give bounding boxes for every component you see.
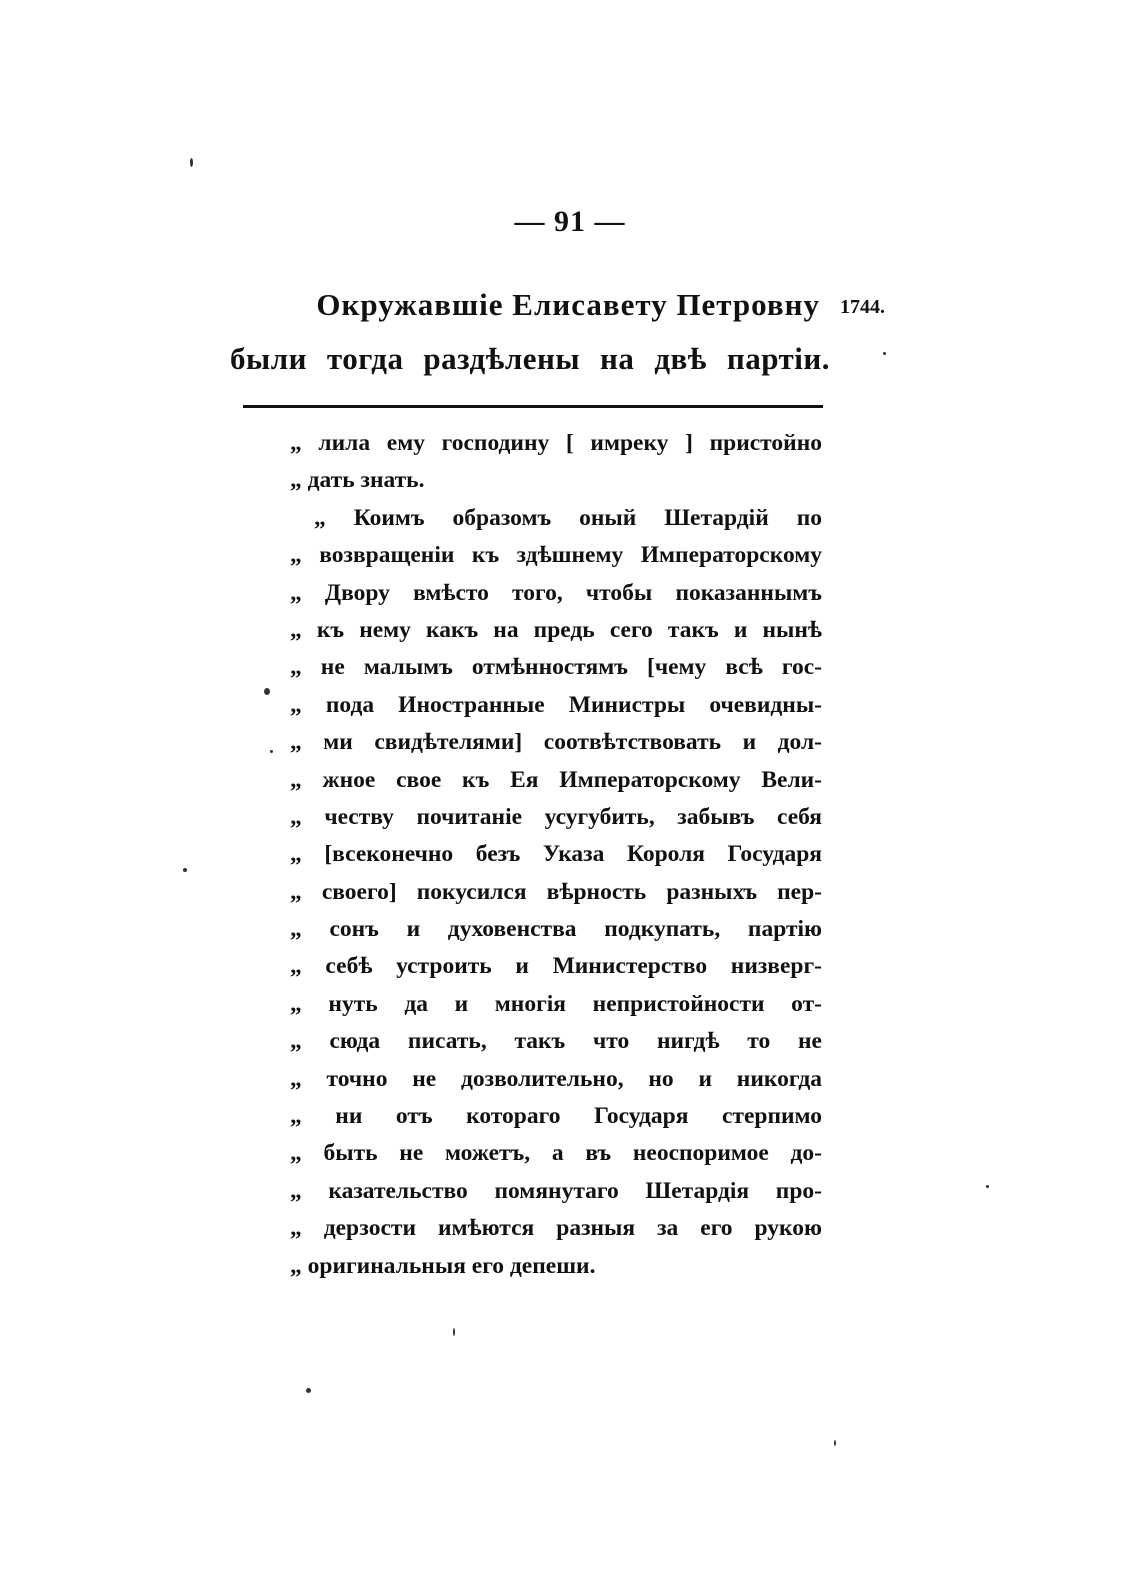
text-line: „ пода Иностранные Министры очевидны- [290,691,822,718]
scan-speck [264,688,270,695]
text-line: „ дерзости имѣются разныя за его рукою [290,1215,822,1242]
text-line: „ Коимъ образомъ оный Шетардій по [314,504,822,531]
text-line: „ жное свое къ Ея Императорскому Вели- [290,766,822,793]
scan-speck [834,1440,836,1446]
quoted-text-block [290,425,822,1285]
text-line: „ своего] покусился вѣрность разныхъ пер- [290,878,822,905]
text-line: „ сонъ и духовенства подкупать, партію [290,916,822,943]
scan-speck [190,158,193,167]
text-line: „ оригинальныя его депеши. [290,1252,596,1279]
text-line: „ возвращеніи къ здѣшнему Императорскому [290,542,822,569]
text-line: „ себѣ устроить и Министерство низверг- [290,953,822,980]
running-heading-line-1: Окружавшіе Елисавету Петровну [316,287,820,322]
running-heading-line-2: были тогда раздѣлены на двѣ партіи. [230,341,830,376]
margin-year: 1744. [840,296,885,318]
text-line: „ Двору вмѣсто того, чтобы показаннымъ [290,579,822,606]
text-line: „ казательство помянутаго Шетардія про- [290,1177,822,1204]
scan-speck [183,868,187,872]
text-line: „ честву почитаніе усугубить, забывъ себя [290,803,822,830]
scan-speck [306,1388,311,1393]
page-number: — 91 — [514,205,626,238]
text-line: „ быть не можетъ, а въ неоспоримое до- [290,1140,822,1167]
text-line: „ къ нему какъ на предь сего такъ и нынѣ [290,616,822,643]
text-line: „ нуть да и многія непристойности от- [290,990,822,1017]
text-line: „ сюда писать, такъ что нигдѣ то не [290,1028,822,1055]
text-line: „ лила ему господину [ имреку ] пристойно [290,430,822,456]
scan-speck [986,1185,989,1188]
scan-speck [883,352,886,355]
scan-speck [270,750,273,753]
scan-speck [453,1328,455,1336]
text-line: „ ми свидѣтелями] соотвѣтствовать и дол- [290,729,822,756]
text-line: „ не малымъ отмѣнностямъ [чему всѣ гос- [290,654,822,681]
text-line: „ ни отъ котораго Государя стерпимо [290,1103,822,1130]
text-line: „ точно не дозволительно, но и никогда [290,1065,822,1092]
text-line: „ [всеконечно безъ Указа Короля Государя [290,841,822,868]
heading-divider [243,405,823,408]
text-line: „ дать знать. [290,467,425,494]
